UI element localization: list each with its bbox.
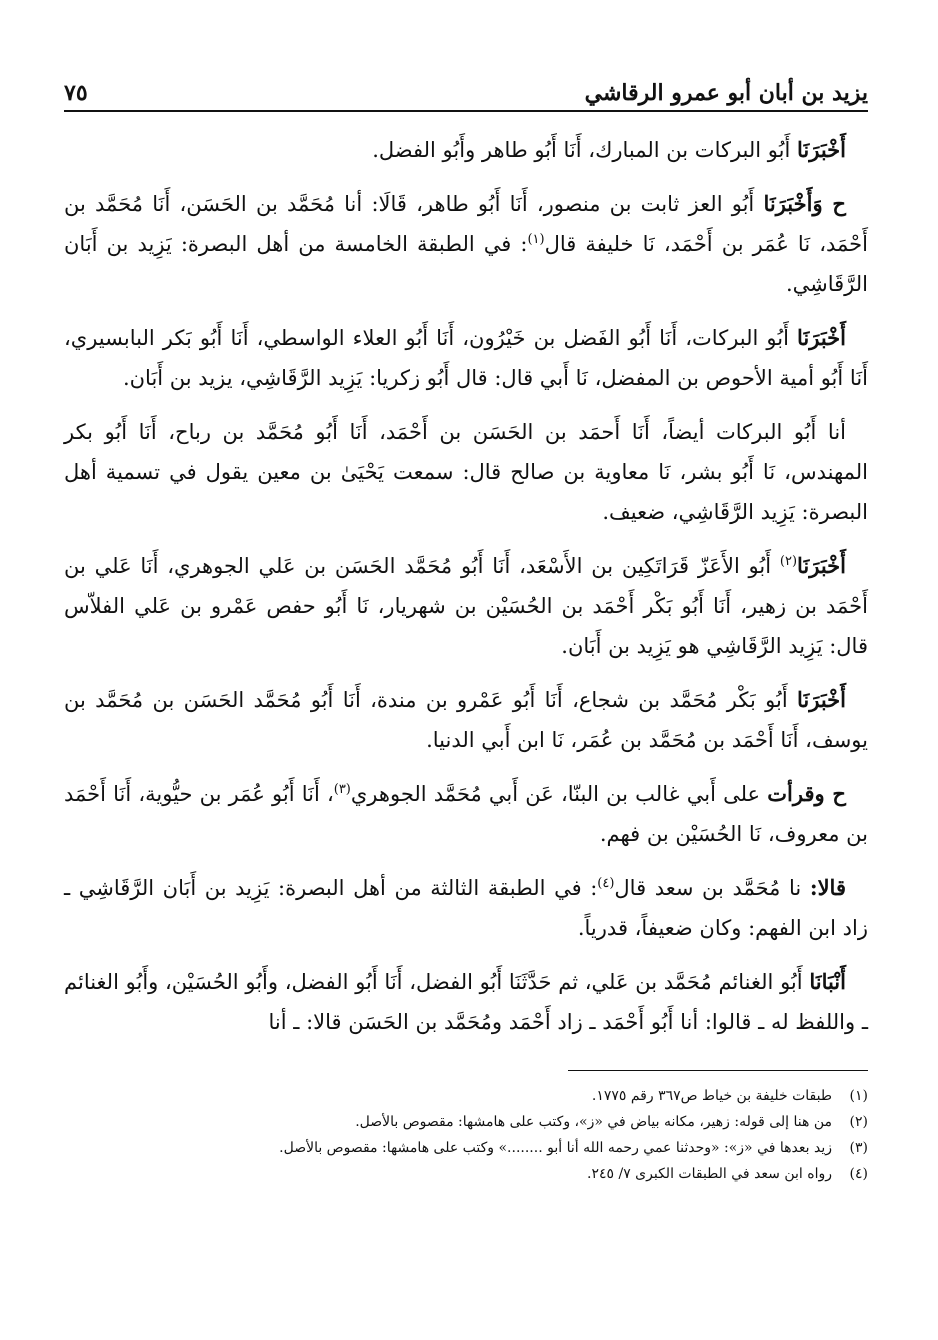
- footnote: [64, 1083, 868, 1109]
- paragraph-text: : في الطبقة الخامسة من أهل البصرة: يَزِيد بن أَبَان الرَّقَاشِي.: [64, 232, 868, 296]
- paragraph-text: أنا أَبُو البركات أيضاً، أَنَا أَحمَد بن الحَسَن بن أَحْمَد، أَنَا أَبُو مُحَمَّد بن رباح، أَنَا أَبُو بكر المهندس، نَا أَبُو بشر، نَا معاوية بن صالح قال: سمعت يَحْيَىٰ بن معين يقول في تسمية أهل البصرة: يَزِيد الرَّقَاشِي، ضعيف.: [64, 420, 868, 524]
- paragraph: [64, 868, 868, 948]
- paragraph-text: أَبُو البركات، أَنَا أَبُو الفَضل بن خَيْرُون، أَنَا أَبُو العلاء الواسطي، أَنَا أَبُو بَكر البابسيري، أَنَا أَبُو أمية الأحوص بن المفضل، نَا أَبي قال: قال أَبُو زكريا: يَزِيد الرَّقَاشِي، يزيد بن أَبَان.: [64, 326, 868, 390]
- paragraph-text: أَبُو الأَعَزّ قَرَاتَكِين بن الأَسْعَد، أَنَا أَبُو مُحَمَّد الحَسَن بن عَلي الجوهري، أَنَا عَلي بن أَحْمَد بن زهير، أَنَا أَبُو بَكْر أَحْمَد بن الحُسَيْن بن شهريار، نَا أَبُو حفص عَمْرو بن عَلي الفلاّس قال: يَزِيد الرَّقَاشِي هو يَزِيد بن أَبَان.: [64, 554, 868, 658]
- paragraph-text: أَبُو البركات بن المبارك، أَنَا أَبُو طاهر وأَبُو الفضل.: [372, 138, 798, 162]
- paragraph-keyword: قالا:: [809, 875, 846, 900]
- paragraph-keyword: ح وقرأت: [767, 781, 846, 806]
- footnote: [64, 1109, 868, 1135]
- footnote-text: رواه ابن سعد في الطبقات الكبرى ٧/ ٢٤٥.: [587, 1166, 832, 1182]
- footnote-text: زيد بعدها في «ز»: «وحدثنا عمي رحمه الله أنا أبو ........» وكتب على هامشها: مقصوص بالأصل.: [279, 1140, 832, 1156]
- paragraph: [64, 318, 868, 398]
- footnote-number: (٢): [849, 1114, 868, 1130]
- footnote-separator: [568, 1070, 868, 1071]
- footnotes: [64, 1083, 868, 1187]
- footnote-number: (٣): [849, 1140, 868, 1156]
- footnote-marker: (٤): [597, 876, 615, 891]
- paragraph: [64, 184, 868, 304]
- paragraph: [64, 546, 868, 666]
- footnote-number: (١): [849, 1088, 868, 1104]
- paragraph-text: ، أَنَا أَبُو عُمَر بن حيُّوية، أَنَا أَحْمَد بن معروف، نَا الحُسَيْن بن فهم.: [64, 782, 868, 846]
- paragraph-keyword: أَخْبَرَنَا: [797, 687, 846, 712]
- paragraph-keyword: أَنْبَانَا: [809, 969, 846, 994]
- paragraph: [64, 680, 868, 760]
- paragraph: [64, 130, 868, 170]
- footnote-text: من هنا إلى قوله: زهير، مكانه بياض في «ز»، وكتب على هامشها: مقصوص بالأصل.: [355, 1114, 832, 1130]
- paragraph: [64, 962, 868, 1042]
- main-text: [64, 130, 868, 1042]
- paragraph-text: أَبُو بَكْر مُحَمَّد بن شجاع، أَنَا أَبُو عَمْرو بن مندة، أَنَا أَبُو مُحَمَّد الحَسَن بن مُحَمَّد بن يوسف، أَنَا أَحْمَد بن مُحَمَّد بن عُمَر، نَا ابن أَبي الدنيا.: [64, 688, 868, 752]
- paragraph-text: على أَبي غالب بن البنّا، عَن أَبي مُحَمَّد الجوهري: [350, 782, 768, 806]
- footnote-text: طبقات خليفة بن خياط ص٣٦٧ رقم ١٧٧٥.: [591, 1088, 832, 1104]
- page-header: [64, 66, 868, 112]
- paragraph-text: : في الطبقة الثالثة من أهل البصرة: يَزِيد بن أَبَان الرَّقَاشِي ـ زاد ابن الفهم: وكان ضعيفاً، قدرياً.: [64, 876, 868, 940]
- paragraph-text: أَبُو الغنائم مُحَمَّد بن عَلي، ثم حَدَّثَنَا أَبُو الفضل، أَنَا أَبُو الفضل، وأَبُو الحُسَيْن، وأَبُو الغنائم ـ واللفظ له ـ قالوا: أنا أَبُو أَحْمَد ـ زاد أَحْمَد ومُحَمَّد بن الحَسَن قالا: ـ أنا: [64, 970, 868, 1034]
- page-number: ٧٥: [64, 80, 88, 106]
- footnote: [64, 1161, 868, 1187]
- paragraph-keyword: ح وَأَخْبَرَنَا: [763, 191, 846, 216]
- footnote-separator-wrap: [64, 1056, 868, 1083]
- footnote-number: (٤): [849, 1166, 868, 1182]
- paragraph: [64, 774, 868, 854]
- paragraph-keyword: أَخْبَرَنَا: [797, 325, 846, 350]
- footnote-marker: (٣): [333, 782, 351, 797]
- paragraph-keyword: أَخْبَرَنَا: [797, 553, 846, 578]
- paragraph: [64, 412, 868, 532]
- running-title: يزيد بن أبان أبو عمرو الرقاشي: [584, 80, 868, 106]
- paragraph-keyword: أَخْبَرَنَا: [797, 137, 846, 162]
- paragraph-text: نا مُحَمَّد بن سعد قال: [614, 876, 810, 900]
- footnote: [64, 1135, 868, 1161]
- footnote-marker: (٢): [779, 554, 798, 569]
- paragraph-text: أَبُو العز ثابت بن منصور، أَنَا أَبُو طاهر، قَالَا: أنا مُحَمَّد بن الحَسَن، أَنَا مُحَمَّد بن أَحْمَد، نَا عُمَر بن أَحْمَد، نَا خليفة قال: [64, 192, 868, 256]
- footnote-marker: (١): [527, 232, 545, 247]
